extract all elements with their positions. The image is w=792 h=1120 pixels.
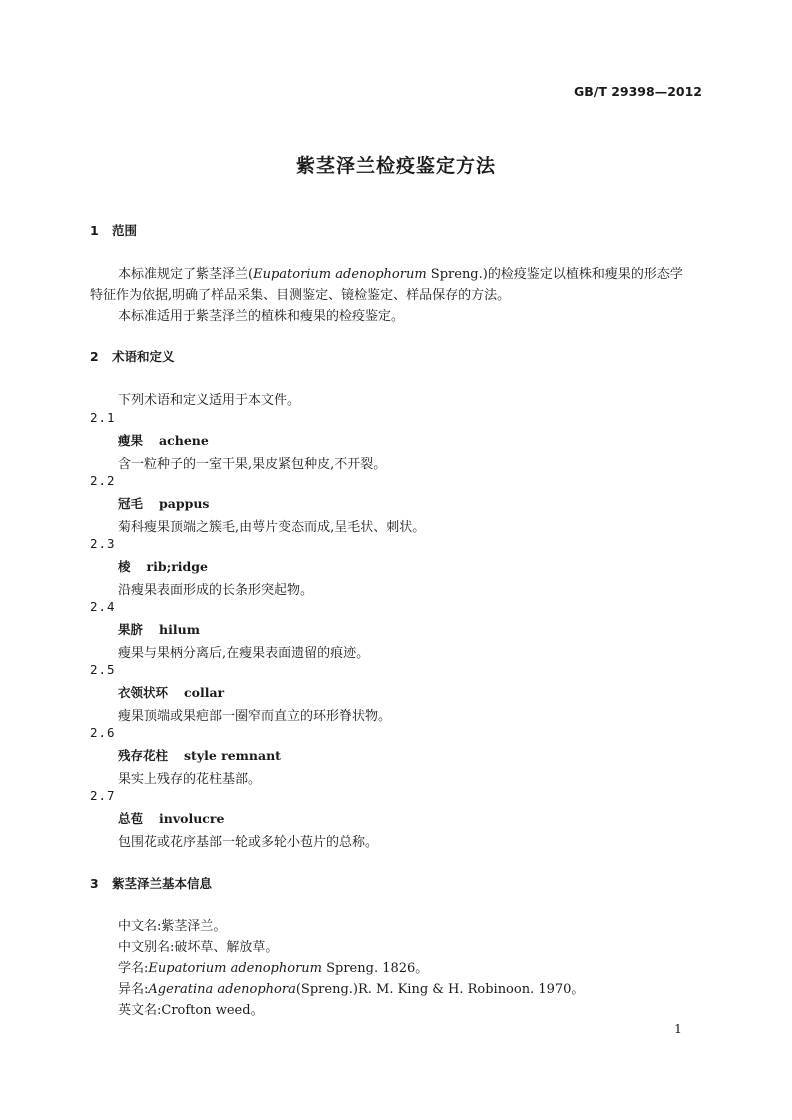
alias-line: 中文别名:破坏草、解放草。 [118, 940, 279, 955]
section-title: 术语和定义 [112, 349, 175, 364]
section-3-heading [90, 874, 212, 892]
clause-number: 2.7 [90, 788, 116, 803]
clause-number: 2.6 [90, 725, 116, 740]
term-entry [118, 683, 224, 701]
scope-paragraph-line1 [118, 263, 683, 282]
term-zh: 棱 [118, 559, 131, 574]
scientific-name: Eupatorium adenophorum [253, 267, 427, 282]
term-definition: 含一粒种子的一室干果,果皮紧包种皮,不开裂。 [118, 457, 387, 472]
clause-number: 2.1 [90, 410, 116, 425]
term-entry [118, 494, 209, 512]
section-number: 2 [90, 349, 99, 364]
term-en: style remnant [184, 748, 281, 763]
term-definition: 瘦果与果柄分离后,在瘦果表面遗留的痕迹。 [118, 646, 370, 661]
section-2-heading [90, 347, 175, 365]
term-en: achene [159, 433, 209, 448]
term-zh: 果脐 [118, 622, 144, 637]
page-number: 1 [674, 1021, 682, 1036]
term-definition: 沿瘦果表面形成的长条形突起物。 [118, 583, 314, 598]
clause-number: 2.5 [90, 662, 116, 677]
term-en: involucre [159, 811, 225, 826]
term-definition: 菊科瘦果顶端之簇毛,由萼片变态而成,呈毛状、刺状。 [118, 520, 426, 535]
clause-number: 2.2 [90, 473, 116, 488]
term-zh: 瘦果 [118, 433, 144, 448]
term-definition: 包围花或花序基部一轮或多轮小苞片的总称。 [118, 835, 379, 850]
synonym-line [118, 978, 584, 997]
chinese-name-line: 中文名:紫茎泽兰。 [118, 919, 227, 934]
clause-number: 2.4 [90, 599, 116, 614]
scientific-name-line [118, 957, 428, 976]
document-title: 紫茎泽兰检疫鉴定方法 [295, 155, 496, 177]
scope-paragraph-line2: 特征作为依据,明确了样品采集、目测鉴定、镜检鉴定、样品保存的方法。 [90, 288, 511, 303]
terms-intro: 下列术语和定义适用于本文件。 [118, 393, 301, 408]
scientific-name: Eupatorium adenophorum [148, 961, 322, 976]
section-number: 3 [90, 876, 99, 891]
term-en: collar [184, 685, 225, 700]
text-run: 本标准规定了紫茎泽兰( [118, 267, 254, 282]
term-en: pappus [159, 496, 210, 511]
term-en: rib;ridge [146, 559, 208, 574]
section-title: 范围 [112, 223, 138, 238]
term-zh: 衣领状环 [118, 685, 169, 700]
english-name-line: 英文名:Crofton weed。 [118, 1003, 264, 1018]
term-zh: 冠毛 [118, 496, 144, 511]
scope-paragraph-2: 本标准适用于紫茎泽兰的植株和瘦果的检疫鉴定。 [118, 309, 405, 324]
standard-code: GB/T 29398—2012 [573, 84, 702, 99]
section-number: 1 [90, 223, 99, 238]
term-zh: 总苞 [118, 811, 144, 826]
term-entry [118, 746, 281, 764]
term-zh: 残存花柱 [118, 748, 169, 763]
text-run: Spreng.)的检疫鉴定以植株和瘦果的形态学 [426, 267, 683, 282]
term-en: hilum [159, 622, 200, 637]
synonym-name: Ageratina adenophora [148, 982, 296, 997]
clause-number: 2.3 [90, 536, 116, 551]
term-entry [118, 431, 209, 449]
label: 异名: [118, 982, 149, 997]
term-entry [118, 557, 208, 575]
term-definition: 瘦果顶端或果疤部一圈窄而直立的环形脊状物。 [118, 709, 392, 724]
section-title: 紫茎泽兰基本信息 [112, 876, 213, 891]
term-entry [118, 809, 224, 827]
section-1-heading [90, 221, 137, 239]
text-run: Spreng. 1826。 [321, 961, 429, 976]
label: 学名: [118, 961, 149, 976]
text-run: (Spreng.)R. M. King & H. Robinoon. 1970。 [295, 982, 585, 997]
term-definition: 果实上残存的花柱基部。 [118, 772, 262, 787]
term-entry [118, 620, 200, 638]
